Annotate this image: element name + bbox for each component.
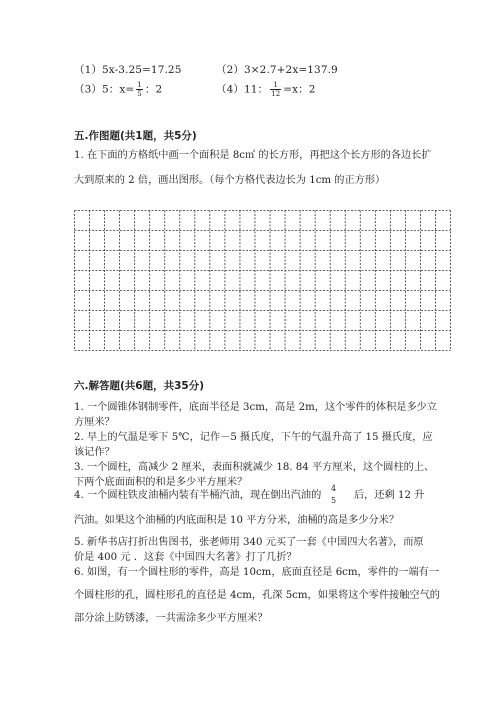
question-5-line-1: 5. 新华书店打折出售图书，张老师用 340 元买了一套《中国四大名著》，而原: [74, 537, 424, 548]
question-2-line-2: 该记作？: [74, 447, 115, 458]
equation-2: [216, 62, 338, 77]
question-4-line-2: 汽油。如果这个油桶的内底面积是 10 平方分米，油桶的高是多少分米？: [74, 515, 400, 526]
fraction-denominator: 5: [331, 496, 337, 505]
square-grid[interactable]: [74, 210, 451, 351]
equation-number: （4）: [216, 83, 244, 96]
equation-number: （2）: [216, 64, 244, 76]
question-4-fraction: [331, 483, 336, 507]
equation-number: （1）: [74, 64, 102, 76]
question-1-line-2: 方厘米？: [74, 417, 115, 428]
question-4-line-1-end: 后，还剩 12 升: [354, 490, 425, 501]
fraction-denominator: 12: [271, 90, 281, 98]
question-2-line-1: 2. 早上的气温是零下 5℃，记作－5 摄氏度，下午的气温升高了 15 摄氏度，应: [74, 432, 433, 443]
equation-text: ：2: [144, 83, 163, 96]
fraction: [136, 81, 143, 98]
question-6-line-2: 个圆柱形的孔，圆柱形孔的直径是 4cm，孔深 5cm，如果将这个零件接触空气的: [74, 590, 440, 601]
section-5-question-line-2: 大到原来的 2 倍，画出图形。（每个方格代表边长为 1cm 的正方形）: [74, 175, 386, 186]
fraction-numerator: 1: [270, 81, 281, 90]
equation-1: [74, 62, 182, 77]
question-4-line-1: [74, 485, 321, 507]
question-6-line-3: 部分涂上防锈漆，一共需涂多少平方厘米？: [74, 613, 268, 624]
question-3-line-1: 3. 一个圆柱，高减少 2 厘米，表面积就减少 18. 84 平方厘米，这个圆柱的上、: [74, 462, 435, 473]
equation-text: 5x-3.25=17.25: [101, 64, 182, 76]
fraction-numerator: 4: [331, 484, 337, 493]
question-1-line-1: 1. 一个圆锥体钢制零件，底面半径是 3cm，高是 2m，这个零件的体积是多少立: [74, 402, 438, 413]
fraction: [270, 81, 281, 98]
equation-4: [216, 81, 316, 98]
question-3-line-2: 下两个底面面积的和是多少平方厘米？: [74, 477, 248, 488]
equation-text: 11：: [243, 83, 269, 96]
equation-text: 3×2.7+2x=137.9: [243, 64, 338, 76]
section-5-title: 五.作图题(共1题，共5分): [74, 130, 197, 142]
equation-text: =x：2: [283, 83, 316, 96]
question-4-text: 4. 一个圆柱铁皮油桶内装有半桶汽油，现在倒出汽油的: [74, 490, 322, 501]
fraction-numerator: 1: [137, 81, 142, 89]
section-5-question-line-1: 1. 在下面的方格纸中画一个面积是 8c㎡ 的长方形，再把这个长方形的各边长扩: [74, 150, 432, 161]
question-5-line-2: 价是 400 元 ．这套《中国四大名著》打了几折？: [74, 552, 297, 563]
equation-number: （3）: [74, 83, 102, 96]
fraction-denominator: 5: [137, 90, 142, 98]
question-6-line-1: 6. 如图，有一个圆柱形的零件，高是 10cm，底面直径是 6cm，零件的一端有一: [74, 567, 440, 578]
equation-3: [74, 81, 162, 98]
section-6-title: 六.解答题(共6题，共35分): [74, 380, 205, 392]
equation-text: 5：x=: [101, 83, 135, 96]
